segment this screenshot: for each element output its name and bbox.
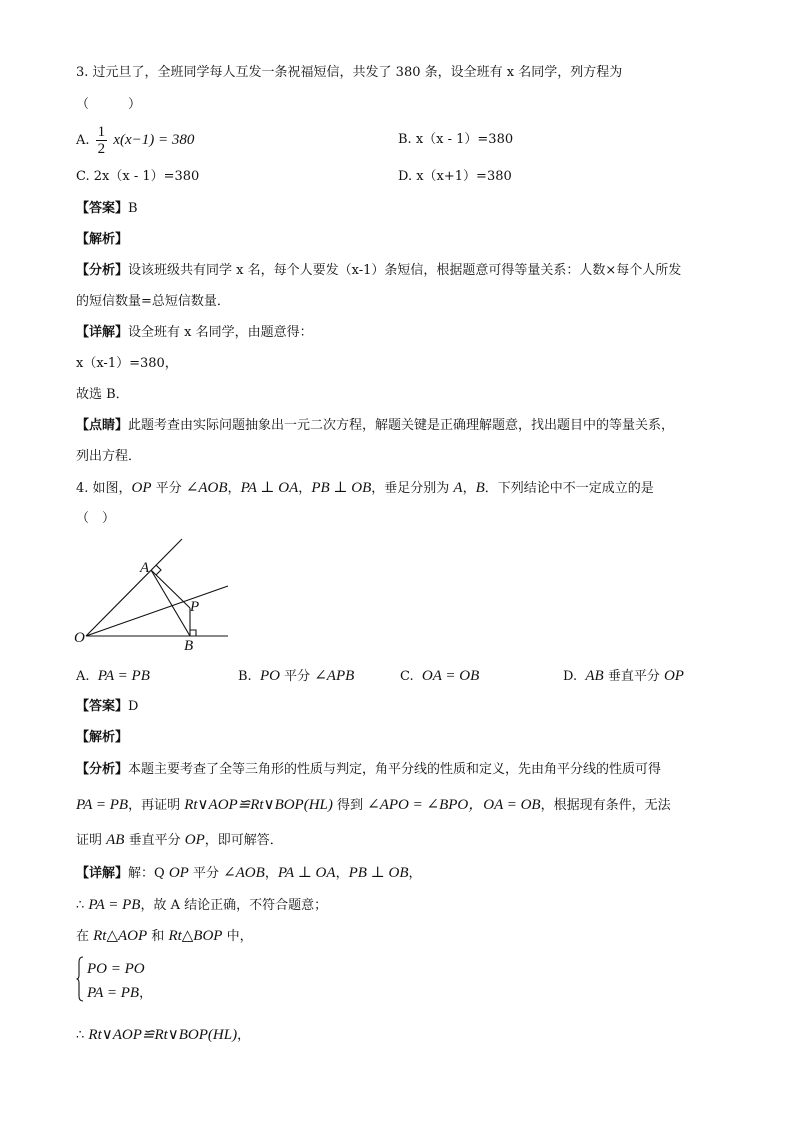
system-equation-1 (87, 960, 145, 979)
right-angle-mark-b (190, 630, 196, 636)
q4-option-d (563, 667, 684, 686)
math-triangle: Rt△AOP (93, 928, 148, 944)
option-text: 平分 (279, 669, 315, 684)
math-point: A (453, 480, 463, 496)
point-label-a: A (140, 560, 150, 576)
option-label: C. (400, 669, 414, 684)
math-perp: PA ⊥ OA (277, 865, 336, 881)
answer-value: D (128, 699, 139, 714)
fenxi-text: ，根据现有条件，无法 (540, 798, 671, 813)
xiangjie-text: 在 (76, 929, 94, 944)
fraction (96, 124, 108, 157)
q3-option-b: B. x（x - 1）=380 (398, 132, 514, 147)
geometry-figure (70, 535, 240, 655)
math-expression: OA = OB (421, 668, 480, 684)
answer-value: B (128, 201, 138, 216)
xiangjie-text: ， (408, 866, 422, 881)
math-congruence: Rt∨AOP≌Rt∨BOP(HL) (88, 1027, 238, 1043)
answer-tag: 【答案】 (76, 699, 129, 714)
math-expression: AB (585, 668, 604, 684)
stem-text: ， (227, 481, 241, 496)
punctuation: ， (237, 1028, 251, 1043)
dianjing-text: 此题考查由实际问题抽象出一元二次方程，解题关键是正确理解题意，找出题目中的等量关系， (128, 418, 675, 433)
q4-option-b (238, 667, 354, 686)
q4-option-a (76, 667, 150, 686)
q3-answer (76, 200, 138, 218)
q3-xiangjie-line1 (76, 324, 313, 342)
q4-option-c (400, 667, 479, 686)
answer-tag: 【答案】 (76, 201, 129, 216)
stem-text: ．下列结论中不一定成立的是 (484, 481, 654, 496)
q3-fenxi-line1 (76, 262, 681, 280)
q3-dianjing-line2: 列出方程． (76, 449, 142, 464)
xiangjie-text: 平分 (188, 866, 224, 881)
math-expression: OP (168, 865, 189, 881)
q3-xiangjie-line2: x（x-1）=380， (76, 356, 178, 371)
math-expression: PO = PO (87, 961, 145, 977)
fenxi-text: 设该班级共有同学 x 名，每个人要发（x-1）条短信，根据题意可得等量关系：人数×每个人所发 (128, 263, 682, 278)
option-label: A. (76, 669, 90, 684)
option-label: A. (76, 133, 90, 148)
q3-stem: 3. 过元旦了，全班同学每人互发一条祝福短信，共发了 380 条，设全班有 x 名同学，列方程为 (76, 65, 623, 80)
math-angle: ∠AOB (223, 865, 265, 881)
fenxi-text: 本题主要考查了全等三角形的性质与判定，角平分线的性质和定义，先由角平分线的性质可得 (128, 762, 662, 777)
q4-answer (76, 698, 138, 716)
q4-analysis-tag: 【解析】 (76, 730, 129, 745)
stem-text: 平分 (151, 481, 186, 496)
math-expression: OP (663, 668, 684, 684)
q3-dianjing-line1 (76, 417, 674, 435)
fenxi-tag: 【分析】 (76, 762, 129, 777)
option-text: 垂直平分 (603, 669, 664, 684)
xiangjie-text: ，故 A 结论正确，不符合题意； (140, 898, 328, 913)
q4-xiangjie-line2 (76, 896, 327, 915)
q3-xiangjie-line3: 故选 B． (76, 387, 129, 402)
math-angle: ∠APB (314, 668, 355, 684)
q4-fenxi-line1 (76, 761, 661, 779)
right-angle-mark-a (156, 565, 161, 575)
ray-oa (86, 539, 182, 636)
q3-paren: （ ） (76, 97, 142, 112)
q3-option-d: D. x（x+1）=380 (398, 169, 512, 184)
math-expression: OP (184, 832, 205, 848)
math-angle: ∠AOB (185, 480, 228, 496)
math-perp: PB ⊥ OB (348, 865, 409, 881)
math-point: B (475, 480, 485, 496)
fenxi-text: ，即可解答． (204, 833, 283, 848)
system-equation-2 (87, 984, 152, 1003)
xiangjie-text: 设全班有 x 名同学，由题意得： (128, 325, 313, 340)
therefore-symbol: ∴ (76, 1028, 89, 1043)
point-label-p: P (190, 599, 200, 615)
q4-xiangjie-line3 (76, 927, 253, 946)
stem-text: ，垂足分别为 (371, 481, 454, 496)
q4-xiangjie-line1 (76, 864, 422, 883)
q4-xiangjie-last-line (76, 1026, 250, 1045)
xiangjie-text: 和 (147, 929, 169, 944)
math-expression: AB (106, 832, 125, 848)
fenxi-text: ，再证明 (128, 798, 185, 813)
fenxi-tag: 【分析】 (76, 263, 129, 278)
q3-analysis-tag: 【解析】 (76, 232, 129, 247)
fraction-numerator: 1 (97, 124, 106, 140)
xiangjie-tag: 【详解】 (76, 325, 129, 340)
punctuation: ， (139, 986, 153, 1001)
therefore-symbol: ∴ (76, 898, 89, 913)
q4-fenxi-line3 (76, 831, 283, 850)
point-label-o: O (74, 630, 85, 646)
xiangjie-text: ， (264, 866, 278, 881)
q3-option-a (76, 122, 194, 159)
math-triangle: Rt△BOP (168, 928, 223, 944)
ray-op (86, 586, 228, 636)
xiangjie-tag: 【详解】 (76, 866, 129, 881)
math-op: OP (131, 480, 152, 496)
q3-fenxi-line2: 的短信数量=总短信数量． (76, 294, 230, 309)
fenxi-text: 证明 (76, 833, 107, 848)
math-expression: PA = PB (97, 668, 150, 684)
point-label-b: B (184, 638, 194, 654)
xiangjie-text: ， (335, 866, 349, 881)
math-expression: PA = PB (87, 985, 140, 1001)
xiangjie-text: 解：Q (128, 866, 169, 881)
math-expression: PO (259, 668, 280, 684)
system-brace-icon (76, 956, 84, 1002)
math-expression: x(x−1) = 380 (113, 132, 195, 148)
math-expression: PA = PB (76, 797, 129, 813)
q4-paren: （ ） (76, 511, 116, 526)
q3-option-c: C. 2x（x - 1）=380 (76, 169, 200, 184)
q4-stem (76, 479, 654, 498)
q4-fenxi-line2 (76, 796, 671, 815)
dianjing-tag: 【点睛】 (76, 418, 129, 433)
fenxi-text: 得到 (332, 798, 368, 813)
stem-text: ， (462, 481, 476, 496)
stem-text: 4. 如图， (76, 481, 132, 496)
math-congruence: Rt∨AOP≌Rt∨BOP(HL) (184, 797, 333, 813)
math-expression: ∠APO = ∠BPO，OA = OB (367, 797, 541, 813)
math-perp: PA ⊥ OA (240, 480, 299, 496)
stem-text: ， (298, 481, 312, 496)
xiangjie-text: 中， (222, 929, 253, 944)
math-expression: PA = PB (88, 897, 141, 913)
option-label: D. (563, 669, 578, 684)
fraction-denominator: 2 (97, 141, 106, 157)
option-label: B. (238, 669, 252, 684)
fenxi-text: 垂直平分 (124, 833, 185, 848)
math-perp: PB ⊥ OB (311, 480, 372, 496)
